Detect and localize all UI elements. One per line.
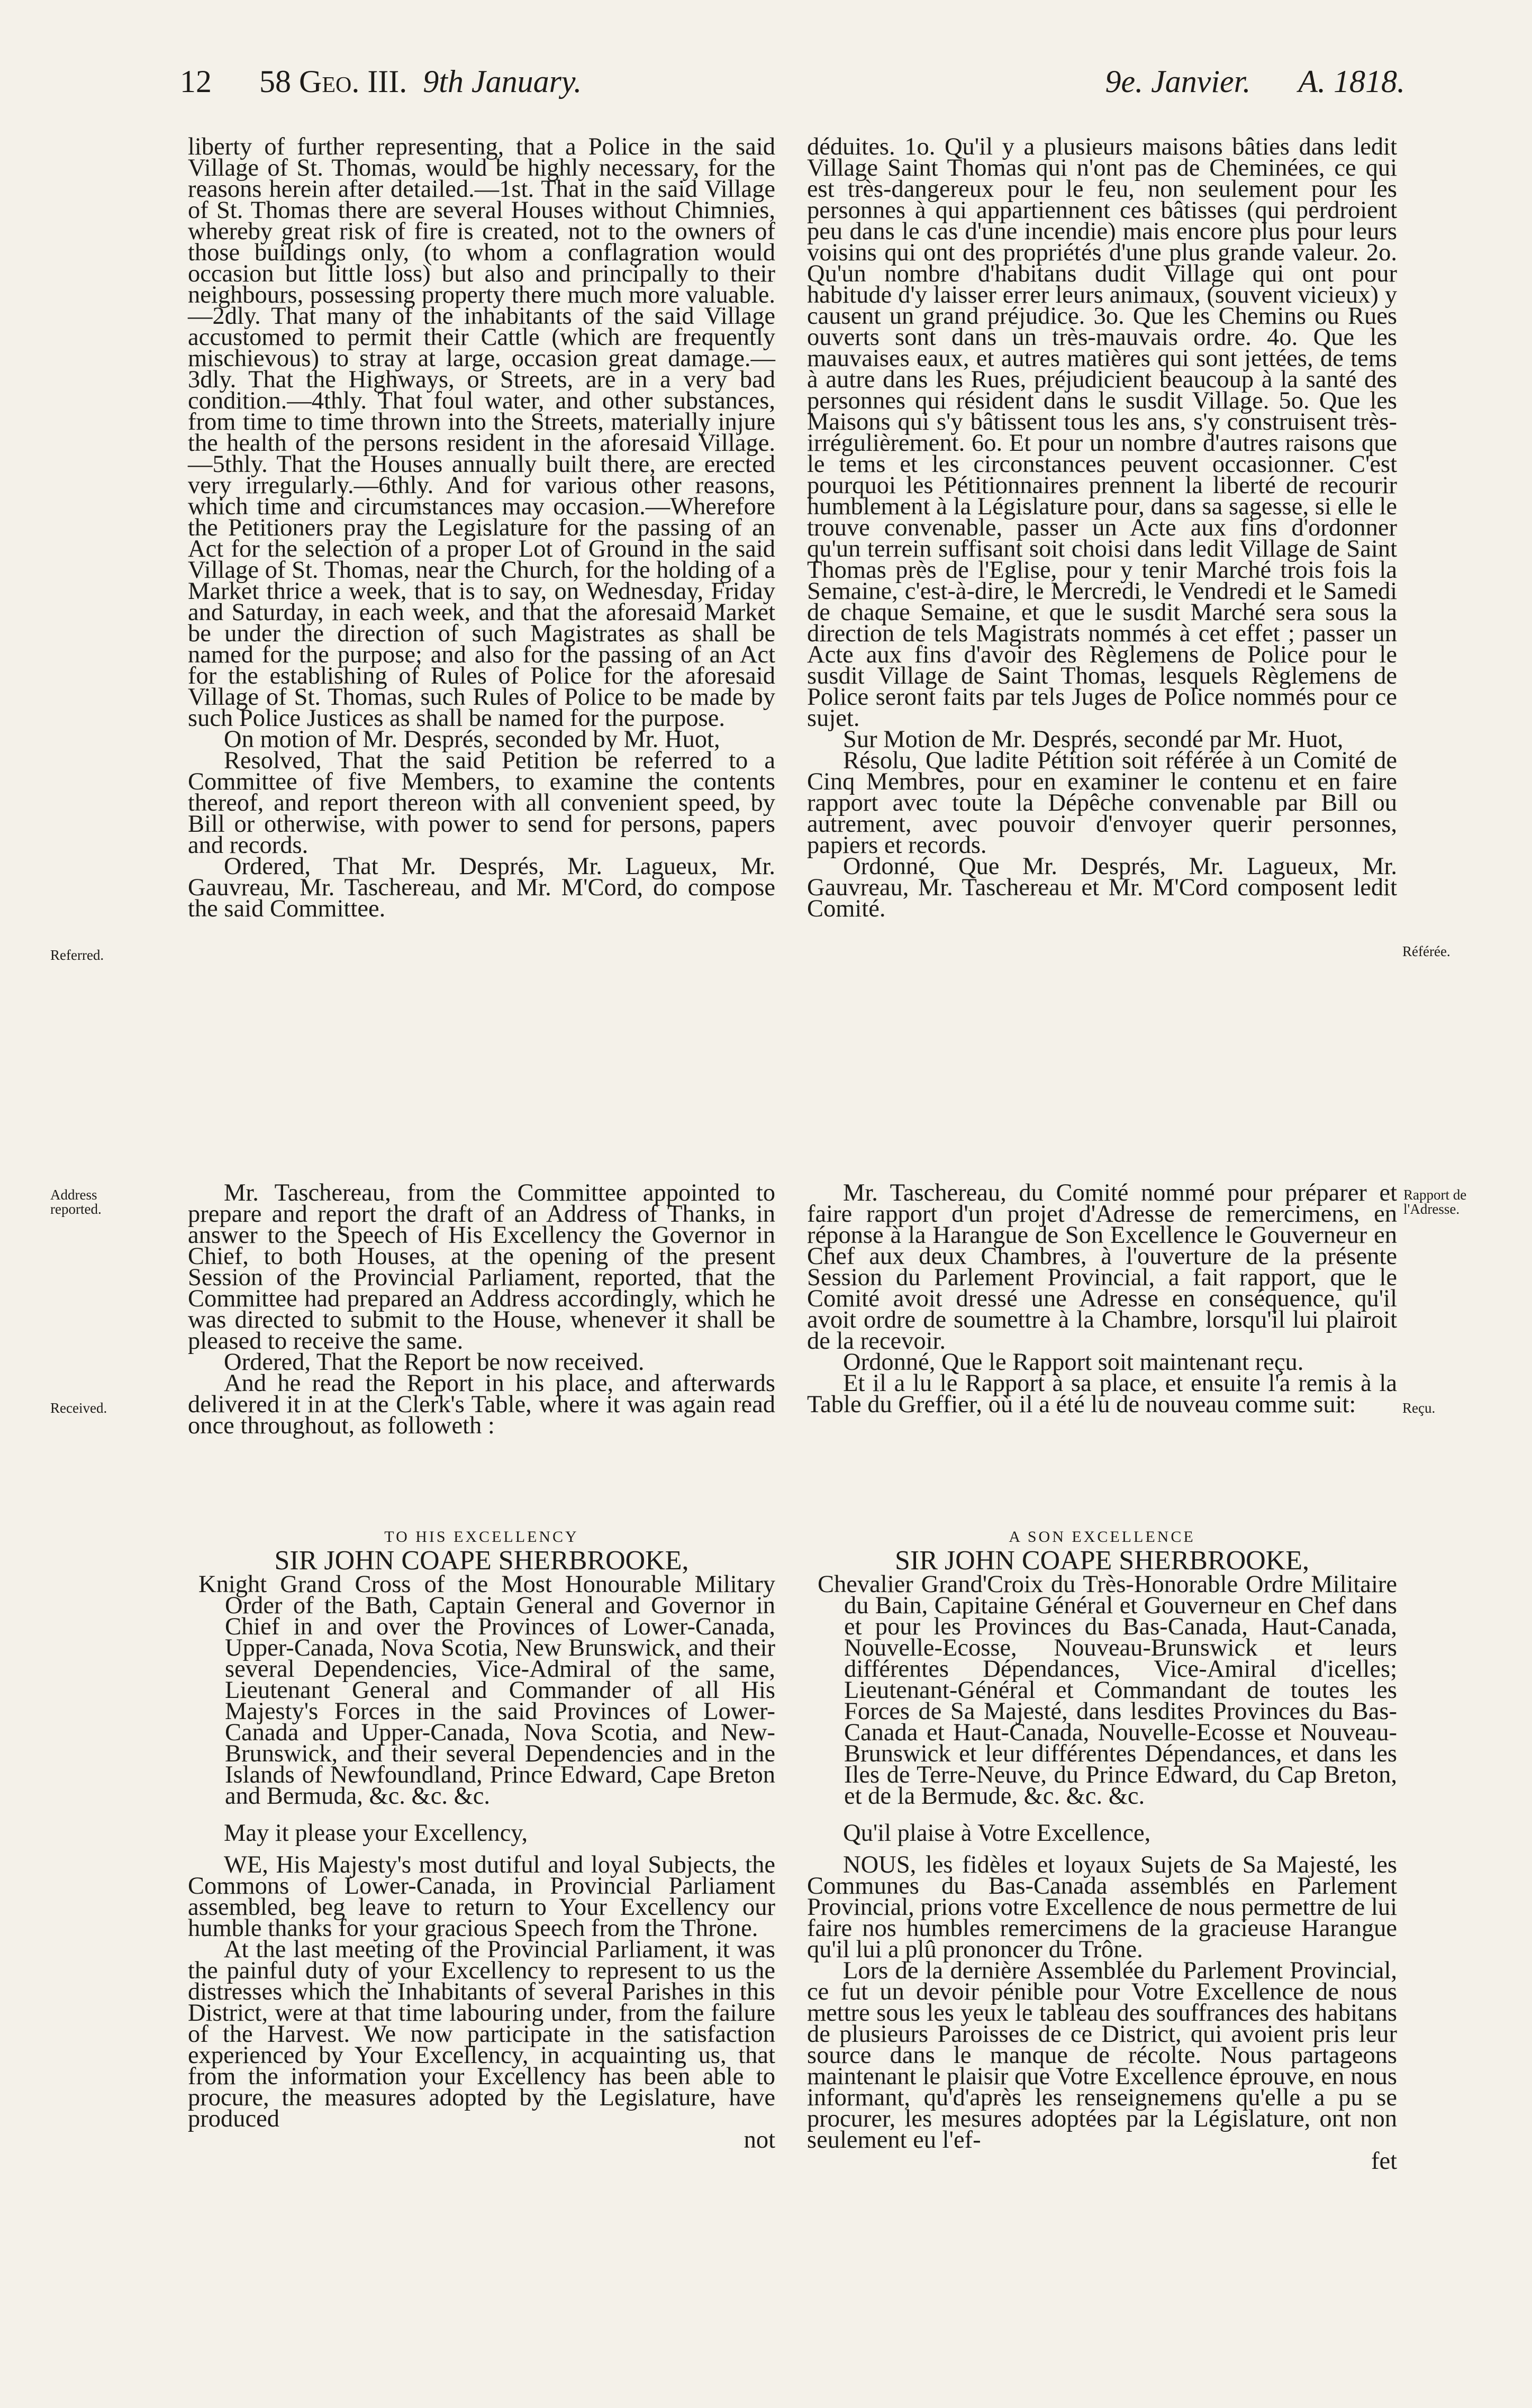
address-titles: Knight Grand Cross of the Most Honourable Military Order of the Bath, Captain General and Governor in Chief in and over the Provinces of Lower-Canada, Upper-Canada, Nova Scotia, New Brunswick, and their several Dependencies, Vice-Admiral of the same, Lieutenant General and Commander of all His Majesty's Forces in the said Provinces of Lower-Canada and Upper-Canada, Nova Scotia, and New-Brunswick, and their several Dependencies and in the Islands of Newfoundland, Prince Edward, Cape Breton and Bermuda, &c. &c. &c. <box>198 1571 775 1810</box>
address-heading-small-fr: A SON EXCELLENCE <box>1009 1528 1195 1546</box>
catchword-english: not <box>744 2127 775 2153</box>
margin-note-recu: Reçu. <box>1402 1400 1436 1416</box>
ordered-committee-text: Ordered, That Mr. Després, Mr. Lagueux, Mr. Gauvreau, Mr. Taschereau, and Mr. M'Cord, do compose the said Committee. <box>188 853 775 922</box>
margin-note-received: Received. <box>50 1400 107 1416</box>
resolved-text-fr: Résolu, Que ladite Pétition soit référée à un Comité de Cinq Membres, pour en examiner le contenu et en faire rapport avec toute la Dépêche convenable par Bill ou autrement, avec pouvoir d'envoyer querir personnes, papiers et records. <box>807 747 1397 859</box>
running-header-left <box>180 63 582 100</box>
margin-note-referee: Référée. <box>1402 943 1451 959</box>
address-titles-fr: Chevalier Grand'Croix du Très-Honorable Ordre Militaire du Bain, Capitaine Général et Gouverneur en Chef dans et pour les Provinces du Bas-Canada, Haut-Canada, Nouvelle-Ecosse, Nouveau-Brunswick et leurs différentes Dépendances, Vice-Amiral d'icelles; Lieutenant-Général et Commandant de toutes les Forces de Sa Majesté, dans lesdites Provinces du Bas-Canada et Haut-Canada, Nouvelle-Ecosse et Nouveau-Brunswick et leur différentes Dépendances, et dans les Iles de Terre-Neuve, du Prince Edward, du Cap Breton, et de la Bermude, &c. &c. &c. <box>818 1571 1397 1810</box>
margin-note-address-reported: Address reported. <box>50 1187 102 1217</box>
report-text: Mr. Taschereau, from the Committee appointed to prepare and report the draft of an Address of Thanks, in answer to the Speech of His Excellency the Governor in Chief, to both Houses, at the opening of the present Session of the Provincial Parliament, reported, that the Committee had prepared an Address accordingly, which he was directed to submit to the House, whenever it shall be pleased to receive the same. <box>188 1179 775 1355</box>
address-paragraph-1-fr: NOUS, les fidèles et loyaux Sujets de Sa Majesté, les Communes du Bas-Canada assemblés en Parlement Provincial, prions votre Excellence de nous permettre de lui faire nos humbles remercimens de la gracieuse Harangue qu'il lui a plû prononcer du Trône. <box>807 1851 1397 1963</box>
address-paragraph-1: WE, His Majesty's most dutiful and loyal Subjects, the Commons of Lower-Canada, in Provincial Parliament assembled, beg leave to return to Your Excellency our humble thanks for your gracious Speech from the Throne. <box>188 1851 775 1942</box>
report-text-fr: Mr. Taschereau, du Comité nommé pour préparer et faire rapport d'un projet d'Adresse de remercimens, en réponse à la Harangue de Son Excellence le Gouverneur en Chef aux deux Chambres, à l'ouverture de la présente Session du Parlement Provincial, a fait rapport, que le Comité avoit dressé une Adresse en conséquence, qu'il avoit ordre de soumettre à la Chambre, lorsqu'il lui plairoit de la recevoir. <box>807 1179 1397 1355</box>
margin-note-referred: Referred. <box>50 947 104 963</box>
address-paragraph-2-fr: Lors de la dernière Assemblée du Parlement Provincial, ce fut un devoir pénible pour Votre Excellence de nous mettre sous les yeux le tableau des souffrances des habitans de plusieurs Paroisses de ce District, qui avoient pris leur source dans le manque de récolte. Nous partageons maintenant le plaisir que Votre Excellence éprouve, en nous informant, qu'd'après les renseignemens qu'elle a pu se procurer, les mesures adoptées par la Législature, ont non seulement eu l'ef- <box>807 1957 1397 2153</box>
petition-text-fr: déduites. 1o. Qu'il y a plusieurs maisons bâties dans ledit Village Saint Thomas qui n'ont pas de Cheminées, ce qui est très-dangereux pour le feu, non seulement pour les personnes à qui appartiennent ces bâtisses (qui perdroient peu dans le cas d'une incendie) mais encore plus pour leurs voisins qui ont des propriétés d'une plus grande valeur. 2o. Qu'un nombre d'habitans dudit Village qui ont pour habitude d'y laisser errer leurs animaux, (souvent vicieux) y causent un grand préjudice. 3o. Que les Chemins ou Rues ouverts sont dans un très-mauvais ordre. 4o. Que les mauvaises eaux, et autres matières qui sont jettées, de tems à autre dans les Rues, préjudicient beaucoup à la santé des personnes qui résident dans le susdit Village. 5o. Que les Maisons qui s'y bâtissent tous les ans, s'y construisent très-irrégulièrement. 6o. Et pour un nombre d'autres raisons que le tems et les circonstances peuvent occasionner. C'est pourquoi les Pétitionnaires prennent la liberté de recourir humblement à la Législature pour, dans sa sagesse, si elle le trouve convenable, passer un Acte aux fins d'ordonner qu'un terrein suffisant soit choisi dans ledit Village de Saint Thomas près de l'Eglise, pour y tenir Marché trois fois la Semaine, c'est-à-dire, le Mercredi, le Vendredi et le Samedi de chaque Semaine, et que le susdit Marché sera sous la direction de tels Magistrats nommés à cet effet ; passer un Acte aux fins d'avoir des Règlemens de Police pour le susdit Village de Saint Thomas, lesquels Règlemens de Police seront faits par tels Juges de Police nommés pour ce sujet. <box>807 133 1397 732</box>
english-column-middle <box>188 1179 775 1439</box>
running-header-right <box>995 63 1405 100</box>
delivered-text: And he read the Report in his place, and afterwards delivered it in at the Clerk's Table, where it was again read once throughout, as followeth : <box>188 1370 775 1439</box>
motion-text: On motion of Mr. Després, seconded by Mr. Huot, <box>224 726 720 753</box>
english-column-upper <box>188 133 775 922</box>
date-french: 9e. Janvier. <box>1105 64 1251 99</box>
resolved-text: Resolved, That the said Petition be referred to a Committee of five Members, to examine the contents thereof, and report thereon with all convenient speed, by Bill or otherwise, with power to send for persons, papers and records. <box>188 747 775 859</box>
address-salutation: May it please your Excellency, <box>224 1820 528 1847</box>
french-address <box>807 1526 1397 2175</box>
date-english: 9th January. <box>423 64 582 99</box>
page-number: 12 <box>180 64 212 99</box>
catchword-french: fet <box>1371 2148 1397 2175</box>
address-paragraph-2: At the last meeting of the Provincial Parliament, it was the painful duty of your Excellency to represent to us the distresses which the Inhabitants of several Parishes in this District, were at that time labouring under, from the failure of the Harvest. We now participate in the satisfaction experienced by Your Excellency, in acquainting us, that from the information your Excellency has been able to procure, the measures adopted by the Legislature, have produced <box>188 1936 775 2132</box>
french-column-middle <box>807 1179 1397 1418</box>
year-label: A. 1818. <box>1298 64 1405 99</box>
motion-text-fr: Sur Motion de Mr. Després, secondé par Mr. Huot, <box>843 726 1344 753</box>
address-heading-small: TO HIS EXCELLENCY <box>384 1528 579 1546</box>
french-column-upper <box>807 133 1397 922</box>
address-heading-name-fr: SIR JOHN COAPE SHERBROOKE, <box>895 1546 1309 1576</box>
margin-note-rapport-adresse: Rapport de l'Adresse. <box>1403 1187 1467 1217</box>
ordered-committee-text-fr: Ordonné, Que Mr. Després, Mr. Lagueux, Mr. Gauvreau, Mr. Taschereau et Mr. M'Cord composent ledit Comité. <box>807 853 1397 922</box>
reign-label: 58 Geo. III. <box>259 64 407 99</box>
ordered-received-text: Ordered, That the Report be now received. <box>224 1349 645 1376</box>
address-heading-name: SIR JOHN COAPE SHERBROOKE, <box>274 1546 689 1576</box>
petition-text: liberty of further representing, that a Police in the said Village of St. Thomas, would be highly necessary, for the reasons herein after detailed.—1st. That in the said Village of St. Thomas there are several Houses without Chimnies, whereby great risk of fire is created, not to the owners of those buildings only, (to whom a conflagration would occasion but little loss) but also and principally to their neighbours, possessing property there much more valuable.—2dly. That many of the inhabitants of the said Village accustomed to permit their Cattle (which are frequently mischievous) to stray at large, occasion great damage.—3dly. That the Highways, or Streets, are in a very bad condition.—4thly. That foul water, and other substances, from time to time thrown into the Streets, materially injure the health of the persons resident in the aforesaid Village.—5thly. That the Houses annually built there, are erected very irregularly.—6thly. And for various other reasons, which time and circumstances may occasion.—Wherefore the Petitioners pray the Legislature for the passing of an Act for the selection of a proper Lot of Ground in the said Village of St. Thomas, near the Church, for the holding of a Market thrice a week, that is to say, on Wednesday, Friday and Saturday, in each week, and that the aforesaid Market be under the direction of such Magistrates as shall be named for the purpose; and also for the passing of an Act for the establishing of Rules of Police for the aforesaid Village of St. Thomas, such Rules of Police to be made by such Police Justices as shall be named for the purpose. <box>188 133 775 732</box>
address-salutation-fr: Qu'il plaise à Votre Excellence, <box>843 1820 1151 1847</box>
english-address <box>188 1526 775 2151</box>
delivered-text-fr: Et il a lu le Rapport à sa place, et ensuite l'a remis à la Table du Greffier, où il a été lu de nouveau comme suit: <box>807 1370 1397 1418</box>
ordered-received-text-fr: Ordonné, Que le Rapport soit maintenant reçu. <box>843 1349 1304 1376</box>
